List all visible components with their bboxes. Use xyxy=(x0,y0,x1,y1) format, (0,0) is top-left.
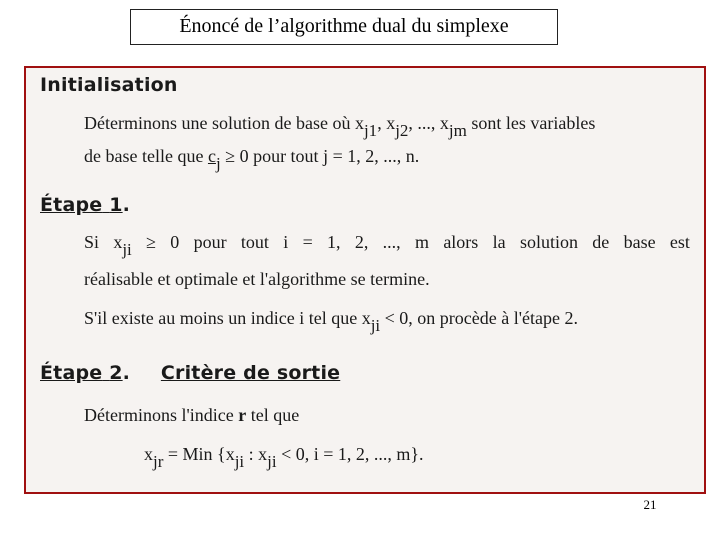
formula-x: x xyxy=(144,444,153,464)
exit-criterion: Critère de sortie xyxy=(160,362,341,384)
formula-min: = Min {x xyxy=(163,444,235,464)
sub-j: j xyxy=(215,154,221,173)
s1-w7: 1, xyxy=(327,232,341,252)
sub-j2: j2 xyxy=(395,121,409,140)
slide-title: Énoncé de l’algorithme dual du simplexe xyxy=(130,9,558,45)
step-1-line-3 xyxy=(84,308,578,335)
page-number: 21 xyxy=(643,497,657,512)
sub-ji-4: ji xyxy=(267,452,277,471)
s1-w14: de xyxy=(592,232,610,252)
step-2-word: Étape xyxy=(40,362,103,384)
sub-ji: ji xyxy=(122,240,132,259)
step-1-number: 1 xyxy=(109,194,123,216)
s1-ge: ≥ xyxy=(146,232,156,252)
s1-w3: pour xyxy=(193,232,227,252)
scanned-page xyxy=(24,66,706,494)
s1-w15: base xyxy=(623,232,656,252)
step-2-line-1 xyxy=(84,405,299,426)
s1-w8: 2, xyxy=(354,232,369,252)
formula-post: < 0, i = 1, 2, ..., m}. xyxy=(276,444,424,464)
s1-w4: tout xyxy=(240,232,269,252)
heading-step-1 xyxy=(40,194,130,216)
s1-x xyxy=(113,232,132,259)
sub-ji-3: ji xyxy=(234,452,245,471)
s1-w9: ..., xyxy=(382,232,401,252)
cost-c: c xyxy=(207,146,216,166)
step-2-suffix: . xyxy=(122,362,131,384)
heading-initialisation xyxy=(40,74,178,96)
init-line-1-post: sont les variables xyxy=(466,113,596,133)
init-line-2-post: ≥ 0 pour tout j = 1, 2, ..., n. xyxy=(220,146,420,166)
init-line-2-text: de base telle que xyxy=(84,146,208,166)
step-2-line-1-text: Déterminons l'indice xyxy=(84,405,239,425)
s1-w1: Si xyxy=(84,232,100,252)
sub-jr: jr xyxy=(153,452,164,471)
s1-w5: i xyxy=(283,232,289,252)
init-line-1-text: Déterminons une solution de base où x xyxy=(84,113,364,133)
sub-ji-2: ji xyxy=(370,316,381,335)
init-line-1 xyxy=(84,113,596,140)
s1-w11: alors xyxy=(443,232,479,252)
heading-initialisation-label: Initialisation xyxy=(40,74,178,96)
s1-w16: est xyxy=(669,232,690,252)
heading-step-2 xyxy=(40,362,340,384)
s1-w6: = xyxy=(302,232,313,252)
step-1-word: Étape xyxy=(40,194,103,216)
s1-w10: m xyxy=(414,232,429,252)
step-2-line-1-post: tel que xyxy=(246,405,300,425)
s1-x-var: x xyxy=(113,232,123,252)
sub-jm: jm xyxy=(448,121,467,140)
formula-colon: : x xyxy=(244,444,268,464)
s1-w13: solution xyxy=(519,232,578,252)
init-line-2 xyxy=(84,146,420,173)
exit-formula xyxy=(144,444,424,471)
init-line-1-mid1: , x xyxy=(377,113,396,133)
step-1-line-1 xyxy=(84,232,690,259)
init-line-1-mid2: , ..., x xyxy=(408,113,449,133)
sub-j1: j1 xyxy=(363,121,378,140)
step-1-suffix: . xyxy=(122,194,131,216)
s1-w2: 0 xyxy=(170,232,180,252)
step-1-line-3-text: S'il existe au moins un indice i tel que x xyxy=(84,308,371,328)
step-2-number: 2 xyxy=(109,362,123,384)
index-r: r xyxy=(238,405,247,425)
s1-w12: la xyxy=(492,232,506,252)
step-1-line-2-text: réalisable et optimale et l'algorithme se termine. xyxy=(84,269,430,289)
step-1-line-3-post: < 0, on procède à l'étape 2. xyxy=(380,308,578,328)
step-1-line-2 xyxy=(84,269,430,290)
